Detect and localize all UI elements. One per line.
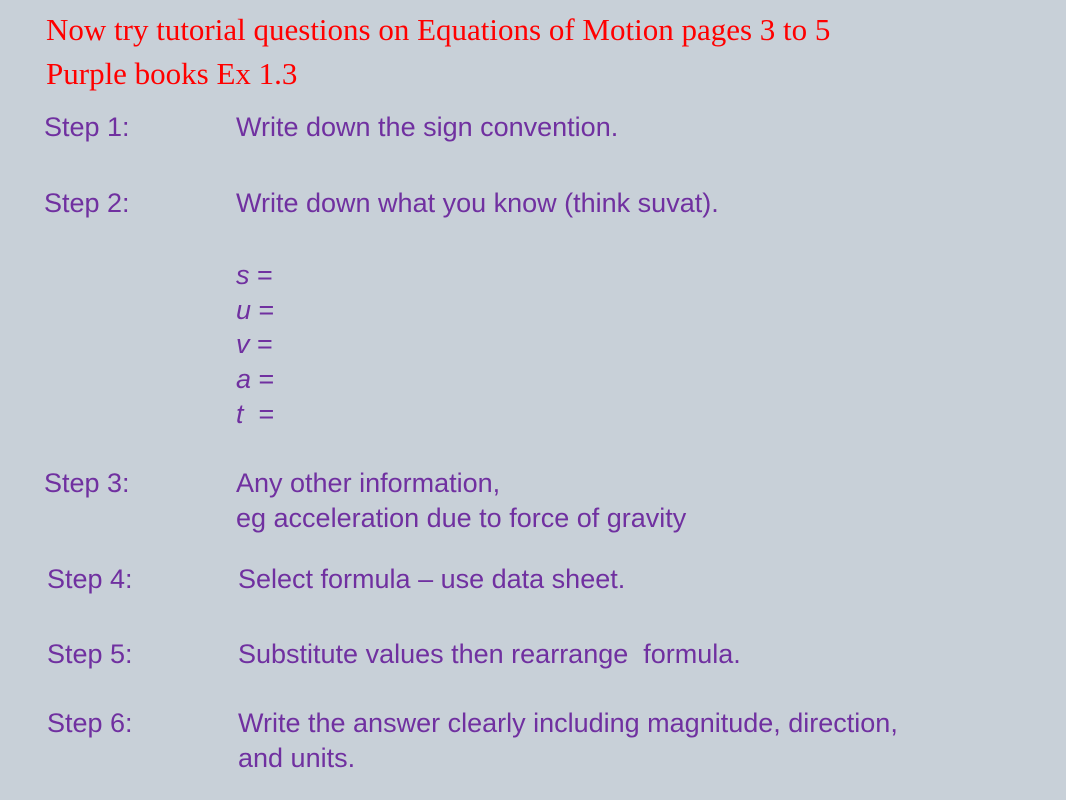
suvat-t-equals: =: [243, 399, 275, 429]
step-5-label: Step 5:: [47, 639, 133, 669]
suvat-v: [236, 327, 273, 361]
step-1-label: Step 1:: [44, 112, 130, 142]
step-3-text-line-2: eg acceleration due to force of gravity: [236, 503, 687, 533]
step-3-text-line-1: Any other information,: [236, 468, 501, 498]
step-5-text: Substitute values then rearrange formula.: [238, 639, 741, 669]
suvat-t-symbol: t: [236, 399, 244, 429]
suvat-s-equals: =: [249, 260, 273, 290]
step-3-label: Step 3:: [44, 468, 130, 498]
step-6-text-line-2: and units.: [238, 743, 356, 773]
step-6-label: Step 6:: [47, 708, 133, 738]
title-line-1: Now try tutorial questions on Equations of Motion pages 3 to 5: [46, 12, 831, 47]
suvat-a: [236, 362, 274, 396]
suvat-t: [236, 397, 274, 431]
suvat-a-equals: =: [251, 364, 275, 394]
suvat-a-symbol: a: [236, 364, 252, 394]
step-6-text-line-1: Write the answer clearly including magnitude, direction,: [238, 708, 898, 738]
step-4-text: Select formula – use data sheet.: [238, 564, 626, 594]
suvat-u-equals: =: [251, 295, 275, 325]
suvat-v-equals: =: [249, 329, 273, 359]
suvat-v-symbol: v: [236, 329, 250, 359]
suvat-s: [236, 258, 273, 292]
suvat-u: [236, 293, 274, 327]
suvat-s-symbol: s: [236, 260, 250, 290]
title-line-2: Purple books Ex 1.3: [46, 56, 298, 91]
step-2-label: Step 2:: [44, 188, 130, 218]
step-2-text: Write down what you know (think suvat).: [236, 188, 719, 218]
step-4-label: Step 4:: [47, 564, 133, 594]
suvat-u-symbol: u: [236, 295, 252, 325]
step-1-text: Write down the sign convention.: [236, 112, 619, 142]
